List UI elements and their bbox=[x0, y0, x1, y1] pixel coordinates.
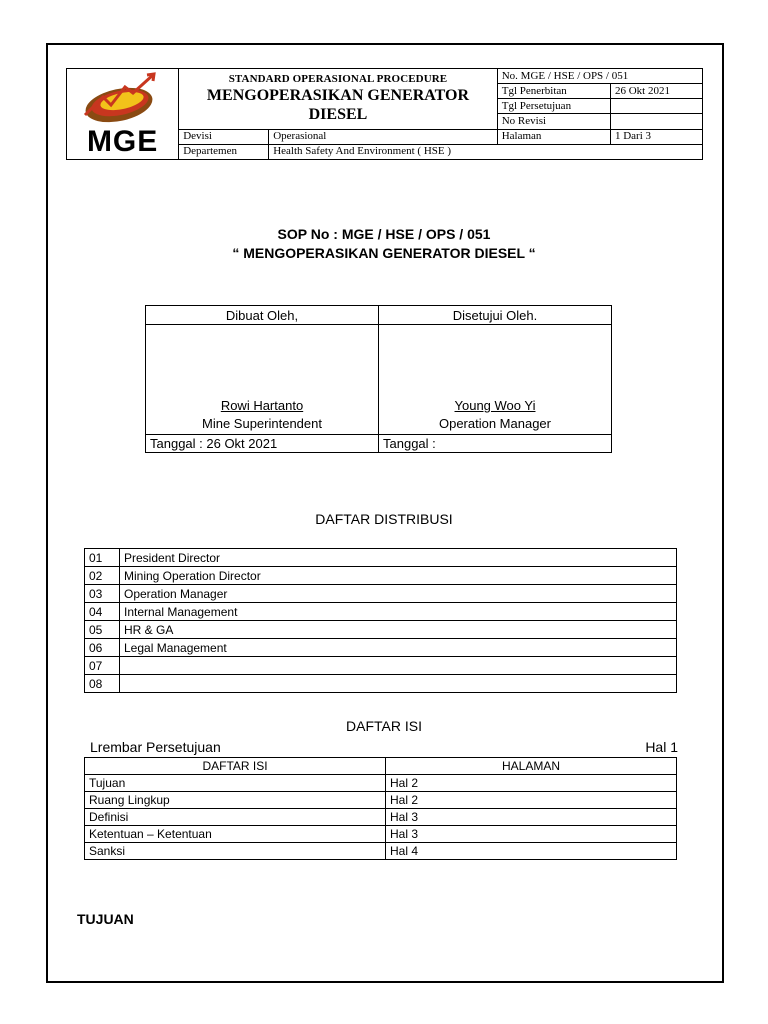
toc-page: Hal 3 bbox=[386, 826, 677, 843]
distribution-recipient: Legal Management bbox=[120, 639, 677, 657]
logo-text: MGE bbox=[86, 125, 159, 158]
distribution-recipient: Operation Manager bbox=[120, 585, 677, 603]
field-issue-date-label: Tgl Penerbitan bbox=[497, 84, 610, 99]
approved-by-signature-area bbox=[379, 325, 612, 435]
section-heading-tujuan: TUJUAN bbox=[77, 911, 134, 927]
sop-label: STANDARD OPERASIONAL PROCEDURE bbox=[228, 73, 448, 86]
toc-row bbox=[85, 826, 677, 843]
distribution-recipient: President Director bbox=[120, 549, 677, 567]
made-by-label: Dibuat Oleh, bbox=[146, 306, 379, 325]
toc-row bbox=[85, 792, 677, 809]
approved-by-date: Tanggal : bbox=[379, 435, 612, 453]
distribution-recipient: HR & GA bbox=[120, 621, 677, 639]
distribution-title: DAFTAR DISTRIBUSI bbox=[315, 511, 453, 527]
distribution-number: 03 bbox=[85, 585, 120, 603]
distribution-number: 06 bbox=[85, 639, 120, 657]
made-by-role: Mine Superintendent bbox=[202, 416, 322, 431]
field-issue-date-value: 26 Okt 2021 bbox=[610, 84, 702, 99]
distribution-number: 01 bbox=[85, 549, 120, 567]
distribution-number: 04 bbox=[85, 603, 120, 621]
distribution-recipient bbox=[120, 657, 677, 675]
toc-page: Hal 4 bbox=[386, 843, 677, 860]
field-revision-label: No Revisi bbox=[497, 114, 610, 129]
field-revision-value bbox=[610, 114, 702, 129]
distribution-row bbox=[85, 639, 677, 657]
made-by-name: Rowi Hartanto bbox=[220, 398, 304, 413]
title-cell bbox=[179, 69, 497, 130]
toc-item: Ruang Lingkup bbox=[85, 792, 386, 809]
distribution-recipient: Internal Management bbox=[120, 603, 677, 621]
field-document-number: No. MGE / HSE / OPS / 051 bbox=[497, 69, 702, 84]
distribution-row bbox=[85, 549, 677, 567]
approval-sheet-page: Hal 1 bbox=[645, 739, 678, 755]
made-by-signature-area bbox=[146, 325, 379, 435]
toc-header-item: DAFTAR ISI bbox=[85, 758, 386, 775]
distribution-row bbox=[85, 675, 677, 693]
distribution-row bbox=[85, 621, 677, 639]
distribution-number: 08 bbox=[85, 675, 120, 693]
toc-table bbox=[84, 757, 677, 860]
distribution-number: 05 bbox=[85, 621, 120, 639]
document-header-table bbox=[66, 68, 703, 160]
toc-header-page: HALAMAN bbox=[386, 758, 677, 775]
toc-item: Tujuan bbox=[85, 775, 386, 792]
distribution-number: 02 bbox=[85, 567, 120, 585]
sop-title-heading: “ MENGOPERASIKAN GENERATOR DIESEL “ bbox=[232, 245, 536, 261]
distribution-row bbox=[85, 603, 677, 621]
distribution-table bbox=[84, 548, 677, 693]
devisi-label: Devisi bbox=[179, 129, 269, 144]
halaman-value: 1 Dari 3 bbox=[610, 129, 702, 144]
departemen-value: Health Safety And Environment ( HSE ) bbox=[269, 144, 703, 159]
distribution-row bbox=[85, 657, 677, 675]
approved-by-role: Operation Manager bbox=[438, 416, 551, 431]
toc-item: Definisi bbox=[85, 809, 386, 826]
document-title: MENGOPERASIKAN GENERATOR DIESEL bbox=[206, 87, 470, 124]
approved-by-name: Young Woo Yi bbox=[454, 398, 536, 413]
toc-page: Hal 3 bbox=[386, 809, 677, 826]
distribution-recipient bbox=[120, 675, 677, 693]
distribution-row bbox=[85, 567, 677, 585]
sop-number-heading: SOP No : MGE / HSE / OPS / 051 bbox=[277, 226, 491, 242]
field-approval-date-value bbox=[610, 99, 702, 114]
toc-row bbox=[85, 809, 677, 826]
toc-item: Ketentuan – Ketentuan bbox=[85, 826, 386, 843]
toc-page: Hal 2 bbox=[386, 775, 677, 792]
toc-item: Sanksi bbox=[85, 843, 386, 860]
approval-sheet-label: Lrembar Persetujuan bbox=[90, 739, 221, 755]
approval-table bbox=[145, 305, 612, 453]
distribution-recipient: Mining Operation Director bbox=[120, 567, 677, 585]
logo-swoosh-icon bbox=[77, 71, 167, 129]
toc-row bbox=[85, 775, 677, 792]
departemen-label: Departemen bbox=[179, 144, 269, 159]
toc-row bbox=[85, 843, 677, 860]
approved-by-label: Disetujui Oleh. bbox=[379, 306, 612, 325]
distribution-number: 07 bbox=[85, 657, 120, 675]
made-by-date: Tanggal : 26 Okt 2021 bbox=[146, 435, 379, 453]
halaman-label: Halaman bbox=[497, 129, 610, 144]
toc-page: Hal 2 bbox=[386, 792, 677, 809]
logo-cell bbox=[67, 69, 179, 160]
devisi-value: Operasional bbox=[269, 129, 498, 144]
toc-title: DAFTAR ISI bbox=[346, 718, 422, 734]
company-logo bbox=[67, 69, 178, 159]
distribution-row bbox=[85, 585, 677, 603]
field-approval-date-label: Tgl Persetujuan bbox=[497, 99, 610, 114]
